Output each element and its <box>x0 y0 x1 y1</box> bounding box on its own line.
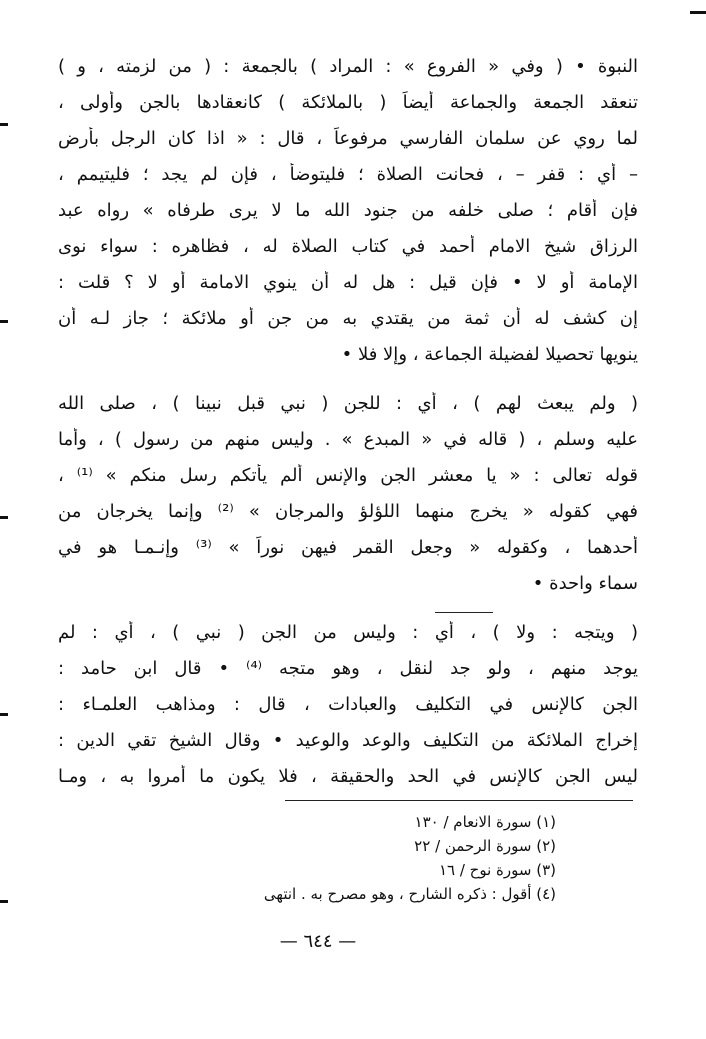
scan-margin-mark <box>0 123 8 126</box>
body-line: فإن أقام ؛ صلى خلفه من جنود الله ما لا يرى طرفاه » رواه عبد <box>58 200 638 221</box>
body-line: أحدهما ، وكقوله « وجعل القمر فيهن نوراً » ⁽³⁾ وإنـمـا هو في <box>58 537 638 558</box>
footnote: (٢) سورة الرحمن / ٢٢ <box>414 837 556 855</box>
body-line: تنعقد الجمعة والجماعة أيضاً ( بالملائكة ) كانعقادها بالجن وأولى ، <box>58 92 638 113</box>
scan-margin-mark <box>0 713 8 716</box>
body-line: سماء واحدة • <box>532 573 638 594</box>
scan-margin-mark <box>0 900 8 903</box>
body-line: الجن كالإنس في التكليف والعبادات ، قال : ومذاهب العلمـاء : <box>58 694 638 715</box>
body-line: ينويها تحصيلا لفضيلة الجماعة ، وإلا فلا • <box>341 344 638 365</box>
section-divider <box>435 612 493 613</box>
body-line: الإمامة أو لا • فإن قيل : هل له أن ينوي الامامة أو لا ؟ قلت : <box>58 272 638 293</box>
body-line: الرزاق شيخ الامام أحمد في كتاب الصلاة له ، فظاهره : سواء نوى <box>58 236 638 257</box>
footnote-rule <box>285 800 633 801</box>
scan-margin-mark <box>690 11 706 14</box>
scan-margin-mark <box>0 320 8 323</box>
scan-margin-mark <box>0 516 8 519</box>
body-line: ليس الجن كالإنس في الحد والحقيقة ، فلا يكون ما أمروا به ، ومـا <box>58 766 638 787</box>
body-line: النبوة • ( وفي « الفروع » : المراد ) بالجمعة : ( من لزمته ، و ) <box>58 56 638 77</box>
footnote: (٣) سورة نوح / ١٦ <box>438 861 556 879</box>
page-number: — ٦٤٤ — <box>279 931 357 952</box>
body-line: ( ويتجه : ولا ) ، أي : وليس من الجن ( نبي ) ، أي : لم <box>58 622 638 643</box>
footnote: (١) سورة الانعام / ١٣٠ <box>414 813 556 831</box>
body-line: يوجد منهم ، ولو جد لنقل ، وهو متجه ⁽⁴⁾ • قال ابن حامد : <box>58 658 638 679</box>
footnote: (٤) أقول : ذكره الشارح ، وهو مصرح به . انتهى <box>263 885 556 903</box>
body-line: لما روي عن سلمان الفارسي مرفوعاً ، قال : « اذا كان الرجل بأرض <box>58 128 638 149</box>
body-line: ( ولم يبعث لهم ) ، أي : للجن ( نبي قبل نبينا ) ، صلى الله <box>58 393 638 414</box>
body-line: عليه وسلم ، ( قاله في « المبدع » . وليس منهم من رسول ) ، وأما <box>58 429 638 450</box>
body-line: فهي كقوله « يخرج منهما اللؤلؤ والمرجان » ⁽²⁾ وإنما يخرجان من <box>58 501 638 522</box>
body-line: إخراج الملائكة من التكليف والوعد والوعيد • وقال الشيخ تقي الدين : <box>58 730 638 751</box>
body-line: إن كشف له أن ثمة من يقتدي به من جن أو ملائكة ؛ جاز لـه أن <box>58 308 638 329</box>
body-line: – أي : قفر – ، فحانت الصلاة ؛ فليتوضأ ، فإن لم يجد ؛ فليتيمم ، <box>58 164 638 185</box>
body-line: قوله تعالى : « يا معشر الجن والإنس ألم يأتكم رسل منكم » ⁽¹⁾ ، <box>58 465 638 486</box>
